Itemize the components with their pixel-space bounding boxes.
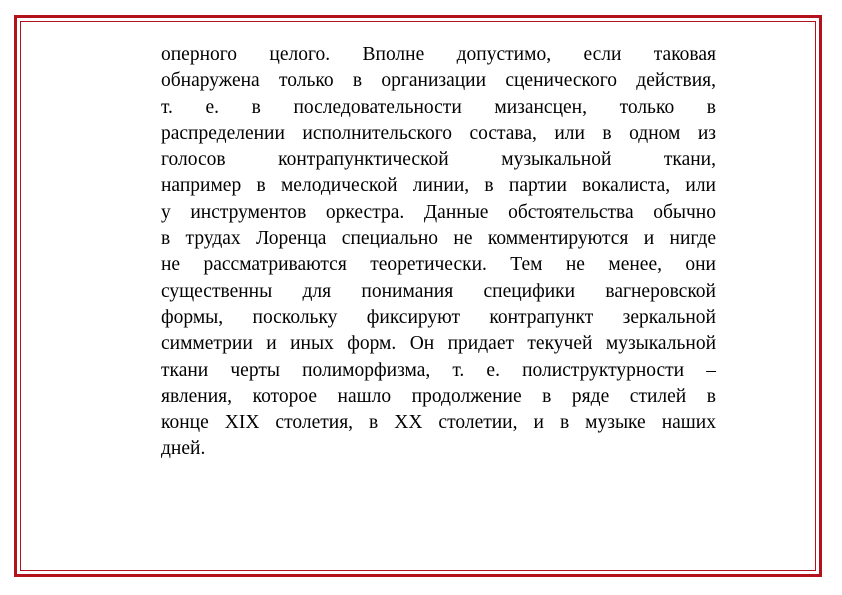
text-line: т. е. в последовательности мизансцен, только в (161, 96, 716, 118)
text-line: существенны для понимания специфики вагнеровской (161, 280, 716, 302)
text-line: у инструментов оркестра. Данные обстоятельства обычно (161, 201, 716, 223)
text-line: распределении исполнительского состава, или в одном из (161, 122, 716, 144)
text-line: обнаружена только в организации сценического действия, (161, 70, 716, 92)
text-line: голосов контрапунктической музыкальной ткани, (161, 149, 716, 171)
text-line: симметрии и иных форм. Он придает текучей музыкальной (161, 333, 716, 355)
text-line: дней. (161, 438, 206, 460)
text-line: не рассматриваются теоретически. Тем не менее, они (161, 254, 716, 276)
text-line: например в мелодической линии, в партии вокалиста, или (161, 175, 716, 197)
text-line: конце XIX столетия, в XX столетии, и в музыке наших (161, 412, 716, 434)
text-line: ткани черты полиморфизма, т. е. полиструктурности – (161, 359, 716, 381)
text-line: в трудах Лоренца специально не комментируются и нигде (161, 228, 716, 250)
text-line: оперного целого. Вполне допустимо, если таковая (161, 44, 716, 65)
text-line: формы, поскольку фиксируют контрапункт зеркальной (161, 306, 716, 328)
text-line: явления, которое нашло продолжение в ряде стилей в (161, 385, 716, 407)
body-paragraph (161, 42, 716, 463)
